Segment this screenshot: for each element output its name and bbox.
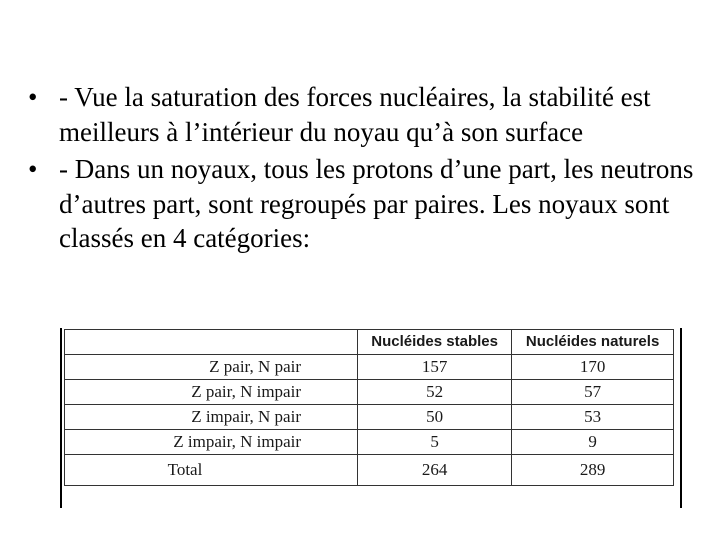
total-label: Total bbox=[65, 455, 358, 486]
table-row bbox=[65, 355, 674, 380]
row-label: Z pair, N impair bbox=[65, 380, 358, 405]
cell-naturels: 53 bbox=[512, 405, 674, 430]
cell-stables: 5 bbox=[358, 430, 512, 455]
header-empty bbox=[65, 330, 358, 355]
cell-naturels: 57 bbox=[512, 380, 674, 405]
bullet-marker: • bbox=[28, 154, 38, 184]
table-row bbox=[65, 405, 674, 430]
cell-naturels: 9 bbox=[512, 430, 674, 455]
nuclide-table bbox=[64, 329, 674, 486]
cell-naturels: 170 bbox=[512, 355, 674, 380]
bullet-item-paires bbox=[28, 152, 698, 256]
bullet-list bbox=[28, 80, 698, 259]
bullet-item-saturation bbox=[28, 80, 698, 149]
nuclide-table-frame bbox=[60, 328, 682, 508]
table-row bbox=[65, 430, 674, 455]
total-naturels: 289 bbox=[512, 455, 674, 486]
table-header-row bbox=[65, 330, 674, 355]
row-label: Z pair, N pair bbox=[65, 355, 358, 380]
bullet-marker: • bbox=[28, 82, 38, 112]
row-label: Z impair, N impair bbox=[65, 430, 358, 455]
cell-stables: 52 bbox=[358, 380, 512, 405]
bullet-text: - Vue la saturation des forces nucléaires, la stabilité est meilleurs à l’intérieur du noyau qu’à son surface bbox=[59, 82, 651, 147]
header-naturels: Nucléides naturels bbox=[512, 330, 674, 355]
table-total-row bbox=[65, 455, 674, 486]
total-stables: 264 bbox=[358, 455, 512, 486]
row-label: Z impair, N pair bbox=[65, 405, 358, 430]
header-stables: Nucléides stables bbox=[358, 330, 512, 355]
cell-stables: 157 bbox=[358, 355, 512, 380]
cell-stables: 50 bbox=[358, 405, 512, 430]
table-row bbox=[65, 380, 674, 405]
bullet-text: - Dans un noyaux, tous les protons d’une part, les neutrons d’autres part, sont regroupés par paires. Les noyaux sont classés en 4 catégories: bbox=[59, 154, 694, 253]
